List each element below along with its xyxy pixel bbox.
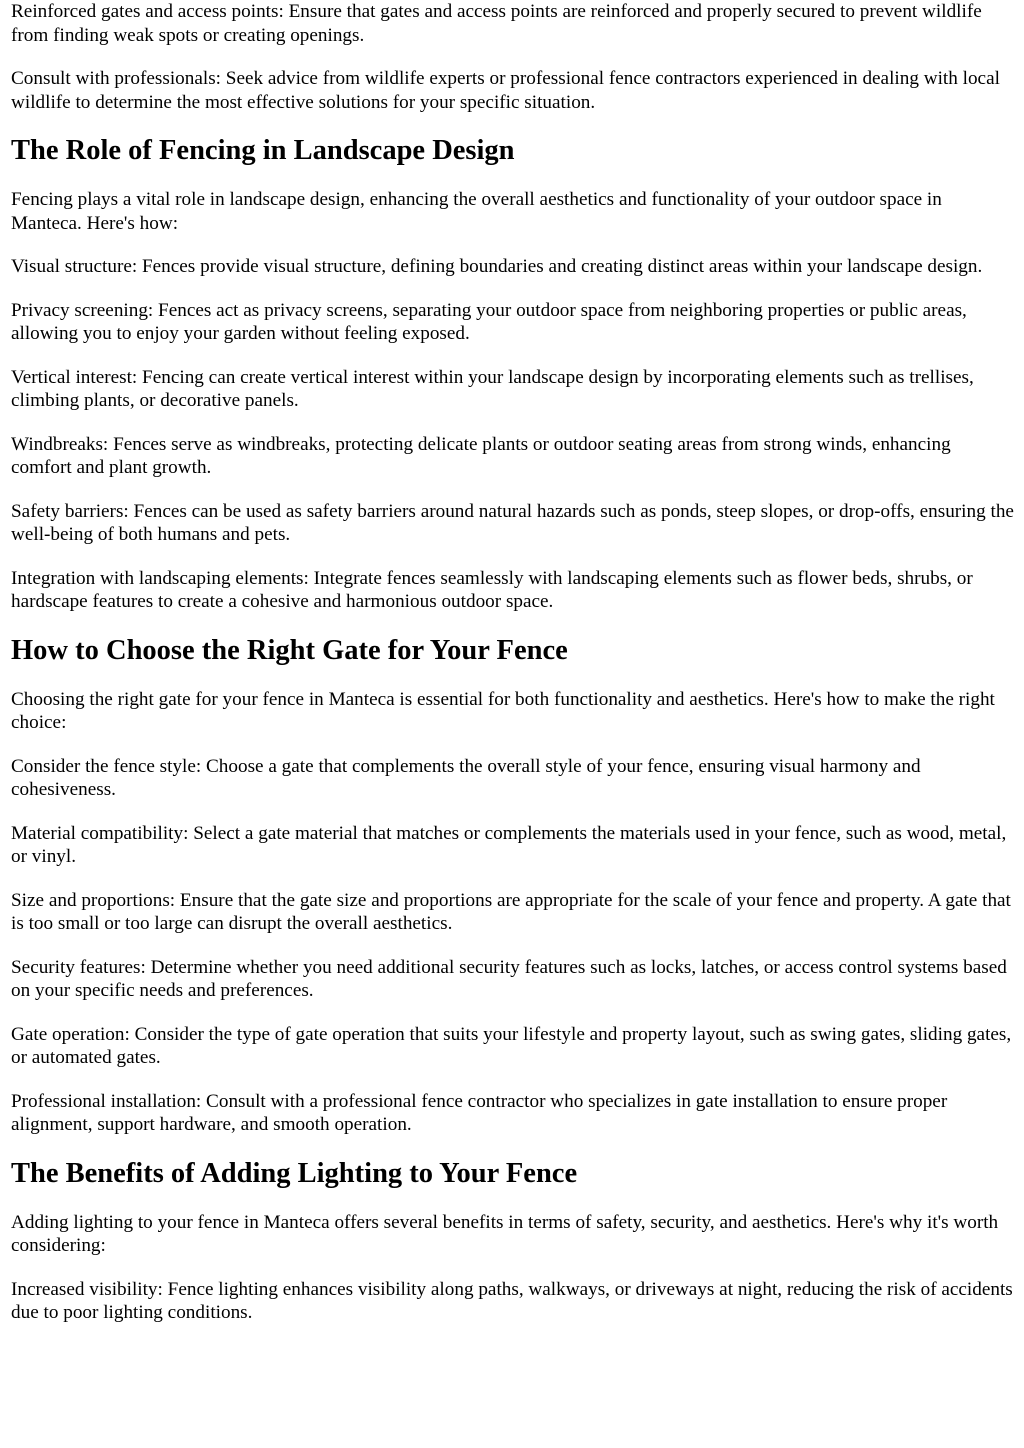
- paragraph: Windbreaks: Fences serve as windbreaks, protecting delicate plants or outdoor seating areas from strong winds, enhancing comfort and plant growth.: [11, 433, 951, 478]
- section-heading: The Role of Fencing in Landscape Design: [11, 135, 515, 166]
- paragraph: Security features: Determine whether you need additional security features such as locks, latches, or access control systems based on your specific needs and preferences.: [11, 956, 1007, 1001]
- paragraph: Privacy screening: Fences act as privacy screens, separating your outdoor space from neighboring properties or public areas, allowing you to enjoy your garden without feeling exposed.: [11, 299, 967, 344]
- paragraph: Size and proportions: Ensure that the gate size and proportions are appropriate for the scale of your fence and property. A gate that is too small or too large can disrupt the overall aesthetics.: [11, 889, 1011, 934]
- paragraph: Reinforced gates and access points: Ensure that gates and access points are reinforced and properly secured to prevent wildlife from finding weak spots or creating openings.: [11, 1, 982, 46]
- paragraph: Professional installation: Consult with a professional fence contractor who specializes in gate installation to ensure proper alignment, support hardware, and smooth operation.: [11, 1090, 948, 1135]
- paragraph: Safety barriers: Fences can be used as safety barriers around natural hazards such as ponds, steep slopes, or drop-offs, ensuring the well-being of both humans and pets.: [11, 500, 1014, 545]
- paragraph: Vertical interest: Fencing can create vertical interest within your landscape design by incorporating elements such as trellises, climbing plants, or decorative panels.: [11, 366, 974, 411]
- paragraph: Gate operation: Consider the type of gate operation that suits your lifestyle and property layout, such as swing gates, sliding gates, or automated gates.: [11, 1023, 1012, 1068]
- paragraph: Consider the fence style: Choose a gate that complements the overall style of your fence, ensuring visual harmony and cohesiveness.: [11, 755, 921, 800]
- section-heading: How to Choose the Right Gate for Your Fence: [11, 634, 568, 666]
- paragraph: Consult with professionals: Seek advice from wildlife experts or professional fence contractors experienced in dealing with local wildlife to determine the most effective solutions for your specific situation.: [11, 68, 1000, 113]
- paragraph: Visual structure: Fences provide visual structure, defining boundaries and creating distinct areas within your landscape design.: [11, 256, 983, 277]
- paragraph: Integration with landscaping elements: Integrate fences seamlessly with landscaping elements such as flower beds, shrubs, or hardscape features to create a cohesive and harmonious outdoor space.: [11, 567, 973, 612]
- paragraph: Increased visibility: Fence lighting enhances visibility along paths, walkways, or driveways at night, reducing the risk of accidents due to poor lighting conditions.: [11, 1278, 1013, 1323]
- paragraph: Fencing plays a vital role in landscape design, enhancing the overall aesthetics and functionality of your outdoor space in Manteca. Here's how:: [11, 189, 942, 234]
- section-heading: The Benefits of Adding Lighting to Your Fence: [11, 1157, 578, 1189]
- paragraph: Material compatibility: Select a gate material that matches or complements the materials used in your fence, such as wood, metal, or vinyl.: [11, 822, 1007, 867]
- paragraph: Choosing the right gate for your fence in Manteca is essential for both functionality and aesthetics. Here's how to make the right choice:: [11, 688, 995, 733]
- paragraph: Adding lighting to your fence in Manteca offers several benefits in terms of safety, security, and aesthetics. Here's why it's worth considering:: [11, 1211, 999, 1256]
